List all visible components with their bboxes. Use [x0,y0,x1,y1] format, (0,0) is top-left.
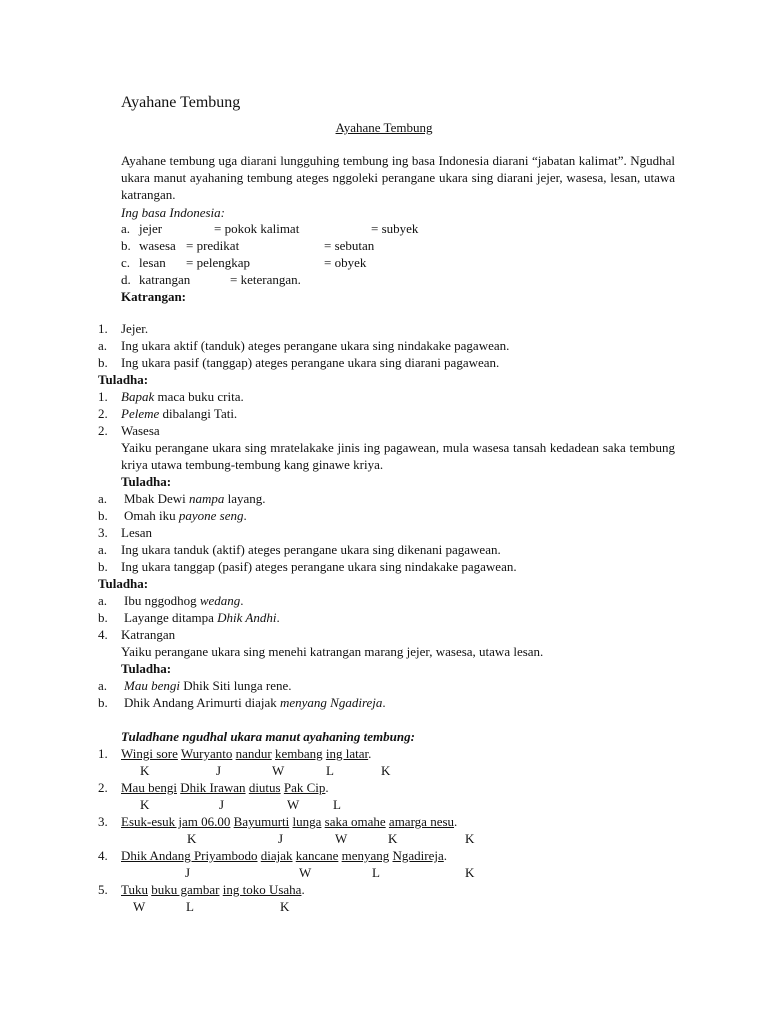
mapping-letter: b. [121,238,131,253]
item-text: Ing ukara tanduk (aktif) ateges perangane ukara sing dikenani pagawean. [121,542,501,557]
role-label: K [187,831,197,846]
analysis-number: 1. [98,746,108,761]
role-label: K [465,831,475,846]
section-number: 3. [98,525,108,540]
role-label: J [219,797,225,812]
item-text: Ing ukara pasif (tanggap) ateges perangane ukara sing diarani pagawean. [121,355,500,370]
analysis-sentence: Esuk-esuk jam 06.00 Bayumurti lunga saka omahe amarga nesu. [121,814,458,829]
role-label: W [287,797,300,812]
analysis-title: Tuladhane ngudhal ukara manut ayahaning tembung: [121,729,415,744]
mapping-term: wasesa [139,238,176,253]
example-sentence: Mau bengi Dhik Siti lunga rene. [124,678,292,693]
mapping-indo: = predikat [186,238,240,253]
intro-paragraph: Ayahane tembung uga diarani lungguhing tembung ing basa Indonesia diarani “jabatan kalimat”. Ngudhal ukara manut ayahaning tembung ateges nggoleki perangane ukara sing diarani jejer, wasesa, lesan, utawa katrangan. [121,153,675,202]
mapping-letter: a. [121,221,131,236]
role-label: W [299,865,312,880]
section-number: 2. [98,423,108,438]
analysis-sentence: Tuku buku gambar ing toko Usaha. [121,882,305,897]
example-number: b. [98,695,108,710]
analysis-sentence: Dhik Andang Priyambodo diajak kancane menyang Ngadireja. [121,848,448,863]
role-label: J [278,831,284,846]
role-label: W [272,763,285,778]
mapping-term: katrangan [139,272,191,287]
section-title: Wasesa [121,423,160,438]
tuladha-label: Tuladha: [98,372,149,387]
mapping-alt: = sebutan [324,238,375,253]
example-sentence: Omah iku payone seng. [124,508,247,523]
mapping-letter: c. [121,255,131,270]
item-letter: b. [98,559,108,574]
tuladha-label: Tuladha: [121,474,172,489]
item-letter: a. [98,338,108,353]
role-label: L [326,763,334,778]
section-title: Jejer. [121,321,149,336]
role-label: W [133,899,146,914]
section-description: Yaiku perangane ukara sing mratelakake jinis ing pagawean, mula wasesa tansah kedadean saka tembung kriya utawa tembung-tembung kang ginawe kriya. [121,440,675,472]
example-number: 1. [98,389,108,404]
role-label: J [185,865,191,880]
role-label: K [140,797,150,812]
section-title: Lesan [121,525,153,540]
section-number: 1. [98,321,108,336]
mapping-letter: d. [121,272,131,287]
doc-title: Ayahane Tembung [335,120,433,135]
example-number: b. [98,610,108,625]
item-letter: b. [98,355,108,370]
section-description: Yaiku perangane ukara sing menehi katrangan marang jejer, wasesa, utawa lesan. [121,644,544,659]
role-label: L [372,865,380,880]
role-label: W [335,831,348,846]
role-label: K [465,865,475,880]
mapping-term: lesan [139,255,166,270]
item-text: Ing ukara tanggap (pasif) ateges perangane ukara sing nindakake pagawean. [121,559,517,574]
role-label: K [140,763,150,778]
doc-heading: Ayahane Tembung [121,94,241,111]
role-label: K [280,899,290,914]
example-number: a. [98,491,108,506]
section-number: 4. [98,627,108,642]
example-sentence: Layange ditampa Dhik Andhi. [124,610,280,625]
section-title: Katrangan [121,627,176,642]
analysis-sentence: Mau bengi Dhik Irawan diutus Pak Cip. [121,780,329,795]
example-number: a. [98,593,108,608]
role-label: L [333,797,341,812]
item-text: Ing ukara aktif (tanduk) ateges perangane ukara sing nindakake pagawean. [121,338,510,353]
katrangan-label: Katrangan: [121,289,186,304]
example-number: a. [98,678,108,693]
analysis-number: 3. [98,814,108,829]
mapping-alt: = subyek [371,221,419,236]
role-label: L [186,899,194,914]
example-sentence: Mbak Dewi nampa layang. [124,491,266,506]
item-letter: a. [98,542,108,557]
tuladha-label: Tuladha: [98,576,149,591]
mapping-term: jejer [139,221,163,236]
indo-label: Ing basa Indonesia: [121,205,225,220]
role-label: J [216,763,222,778]
analysis-number: 4. [98,848,108,863]
analysis-number: 2. [98,780,108,795]
mapping-alt: = obyek [324,255,367,270]
analysis-sentence: Wingi sore Wuryanto nandur kembang ing latar. [121,746,372,761]
example-sentence: Dhik Andang Arimurti diajak menyang Ngadireja. [124,695,386,710]
example-sentence: Peleme dibalangi Tati. [121,406,238,421]
example-sentence: Bapak maca buku crita. [121,389,244,404]
example-number: b. [98,508,108,523]
mapping-indo: = keterangan. [230,272,301,287]
example-number: 2. [98,406,108,421]
mapping-indo: = pelengkap [186,255,251,270]
role-label: K [381,763,391,778]
role-label: K [388,831,398,846]
analysis-number: 5. [98,882,108,897]
mapping-indo: = pokok kalimat [214,221,300,236]
tuladha-label: Tuladha: [121,661,172,676]
example-sentence: Ibu nggodhog wedang. [124,593,244,608]
